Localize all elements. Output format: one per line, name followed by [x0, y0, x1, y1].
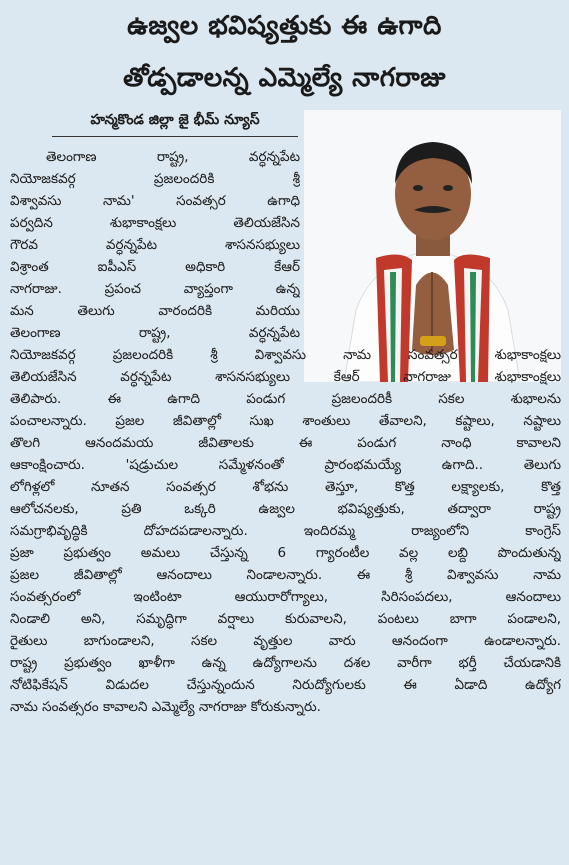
article-line: ప్రజా ప్రభుత్వం అమలు చేస్తున్న 6 గ్యారంటీల వల్ల లబ్ది పొందుతున్న [10, 545, 561, 561]
article-line: నియోజకవర్గ ప్రజలందరికి శ్రీ [10, 171, 300, 187]
article-line: పంచాలన్నారు. ప్రజల జీవితాల్లో సుఖ శాంతులు తేవాలని, కష్టాలు, నష్టాలు [10, 413, 561, 429]
article-line: లోగిళ్లలో నూతన సంవత్సర శోభను తెస్తూ, కొత్త లక్ష్యాలకు, కొత్త [10, 479, 561, 495]
article-line: తెలంగాణ రాష్ట్ర, వర్ధన్నపేట [46, 149, 300, 165]
article-line: గౌరవ వర్ధన్నపేట శాసనసభ్యులు [10, 237, 300, 253]
article-line: మన తెలుగు వారందరికి మరియు [10, 303, 300, 319]
article-body [10, 146, 561, 718]
article-line: తెలంగాణ రాష్ట్ర, వర్ధన్నపేట [10, 325, 300, 341]
byline: హన్మకొండ జిల్లా జై భీమ్ న్యూస్ [90, 112, 260, 128]
article-line: తెలియజేసిన వర్ధన్నపేట శాసనసభ్యులు కేఆర్ నాగరాజు శుభాకాంక్షలు [10, 369, 561, 385]
headline-line-1: ఉజ్వల భవిష్యత్తుకు ఈ ఉగాది [127, 11, 442, 41]
article-line: తొలగి ఆనందమయ జీవితాలకు ఈ పండుగ నాంధి కావాలని [10, 435, 561, 451]
article-line: నిండాలి అని, సమృద్ధిగా వర్షాలు కురువాలని, పంటలు బాగా పండాలని, [10, 611, 561, 627]
headline-line-2: తోడ్పడాలన్న ఎమ్మెల్యే నాగరాజు [123, 63, 446, 93]
article-line: తెలిపారు. ఈ ఉగాది పండుగ ప్రజలందరికీ సకల శుభాలను [10, 391, 561, 407]
article-line: నోటిఫికేషన్ విడుదల చేస్తున్నందున నిరుద్యోగులకు ఈ ఏడాది ఉద్యోగ [10, 677, 561, 693]
article-line: సమగ్రాభివృద్ధికి దోహదపడాలన్నారు. ఇందిరమ్మ రాజ్యంలోని కాంగ్రెస్ [10, 523, 561, 539]
article-line: రైతులు బాగుండాలని, సకల వృత్తుల వారు ఆనందంగా ఉండాలన్నారు. [10, 633, 561, 649]
article-line: విశ్వావసు నామ' సంవత్సర ఉగాధి [10, 193, 300, 209]
article-line: పర్వదిన శుభాకాంక్షలు తెలియజేసిన [10, 215, 300, 231]
article-line: రాష్ట్ర ప్రభుత్వం ఖాళీగా ఉన్న ఉద్యోగాలను దశల వారీగా భర్తీ చేయడానికి [10, 655, 561, 671]
article-line: నాగరాజు. ప్రపంచ వ్యాప్తంగా ఉన్న [10, 281, 300, 297]
article-line: ఆలోచనలకు, ప్రతి ఒక్కరి ఉజ్వల భవిష్యత్తుకు, తద్వారా రాష్ట్ర [10, 501, 561, 517]
byline-rule [52, 136, 298, 137]
headline [0, 0, 569, 104]
article-line: నామ సంవత్సరం కావాలని ఎమ్మెల్యే నాగరాజు కోరుకున్నారు. [10, 699, 321, 715]
article-line: సంవత్సరంలో ఇంటింటా ఆయురారోగ్యాలు, సిరిసంపదలు, ఆనందాలు [10, 589, 561, 605]
article-line: నియోజకవర్గ ప్రజలందరికి శ్రీ విశ్వావసు నామ సంవత్సర శుభాకాంక్షలు [10, 347, 561, 363]
article-line: ఆకాంక్షించారు. 'షడ్రుచుల సమ్మేళనంతో ప్రారంభమయ్యే ఉగాది.. తెలుగు [10, 457, 561, 473]
article-line: విశ్రాంత ఐపీఎస్ అధికారి కేఆర్ [10, 259, 300, 275]
article-line: ప్రజల జీవితాల్లో ఆనందాలు నిండాలన్నారు. ఈ శ్రీ విశ్వావసు నామ [10, 567, 561, 583]
